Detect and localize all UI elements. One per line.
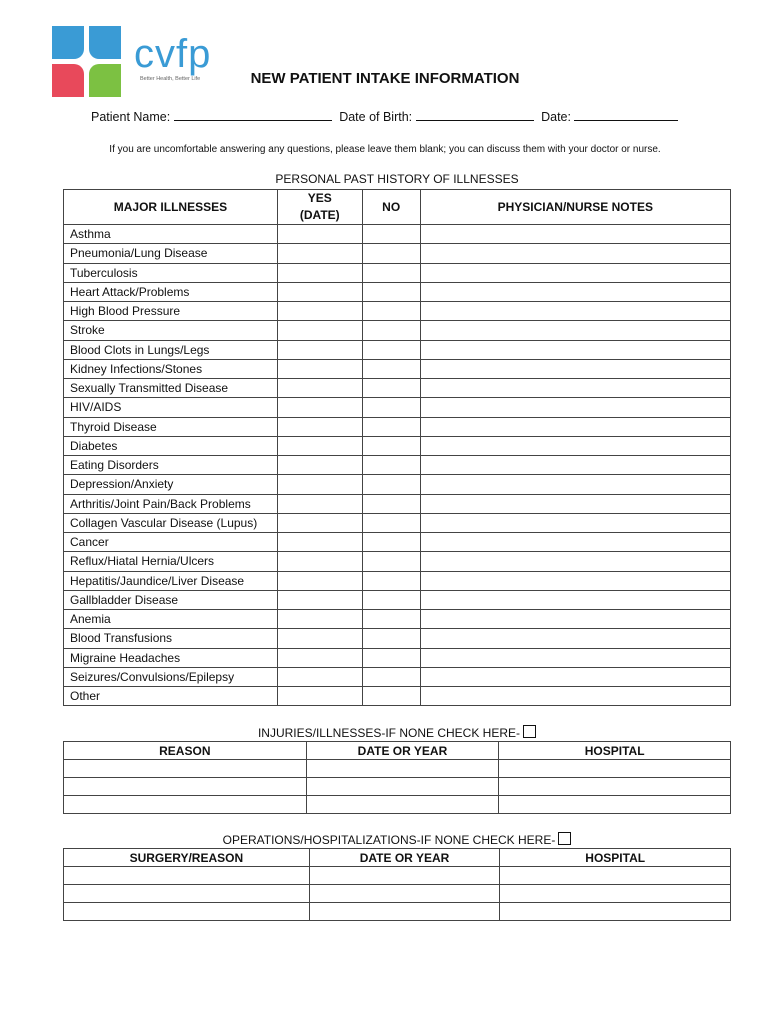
header-notes: PHYSICIAN/NURSE NOTES [420, 190, 730, 225]
logo-mark-icon [52, 26, 122, 98]
history-caption: PERSONAL PAST HISTORY OF ILLNESSES [275, 172, 519, 186]
notes-cell[interactable] [420, 225, 730, 244]
hospital-cell[interactable] [499, 760, 731, 778]
illness-name: Reflux/Hiatal Hernia/Ulcers [64, 552, 278, 571]
notes-cell[interactable] [420, 359, 730, 378]
illness-name: Asthma [64, 225, 278, 244]
reason-cell[interactable] [64, 796, 307, 814]
no-cell[interactable] [362, 552, 420, 571]
yes-date-cell[interactable] [277, 648, 362, 667]
table-row [64, 263, 731, 282]
date-label: Date: [541, 110, 571, 124]
cvfp-logo [52, 26, 212, 100]
operations-caption: OPERATIONS/HOSPITALIZATIONS-IF NONE CHECK HERE- [63, 832, 731, 847]
table-row [64, 903, 731, 921]
illness-name: Depression/Anxiety [64, 475, 278, 494]
header-hospital: HOSPITAL [500, 849, 731, 867]
table-row [64, 302, 731, 321]
notes-cell[interactable] [420, 340, 730, 359]
no-cell[interactable] [362, 513, 420, 532]
yes-date-cell[interactable] [277, 225, 362, 244]
table-row [64, 513, 731, 532]
header-no: NO [362, 190, 420, 225]
illness-name: Migraine Headaches [64, 648, 278, 667]
table-row [64, 760, 731, 778]
header-date-or-year: DATE OR YEAR [306, 742, 499, 760]
notes-cell[interactable] [420, 629, 730, 648]
illness-name: Blood Transfusions [64, 629, 278, 648]
logo-tagline: Better Health, Better Life [140, 76, 201, 82]
header-hospital: HOSPITAL [499, 742, 731, 760]
dob-label: Date of Birth: [339, 110, 413, 124]
notes-cell[interactable] [420, 667, 730, 686]
illness-name: Heart Attack/Problems [64, 282, 278, 301]
table-row [64, 456, 731, 475]
date-cell[interactable] [309, 885, 500, 903]
date-cell[interactable] [306, 796, 499, 814]
yes-date-cell[interactable] [277, 571, 362, 590]
no-cell[interactable] [362, 398, 420, 417]
notes-cell[interactable] [420, 533, 730, 552]
no-cell[interactable] [362, 359, 420, 378]
date-cell[interactable] [306, 760, 499, 778]
table-row [64, 282, 731, 301]
illness-name: Kidney Infections/Stones [64, 359, 278, 378]
illness-name: Hepatitis/Jaundice/Liver Disease [64, 571, 278, 590]
yes-date-cell[interactable] [277, 513, 362, 532]
no-cell[interactable] [362, 263, 420, 282]
hospital-cell[interactable] [500, 885, 731, 903]
notes-cell[interactable] [420, 379, 730, 398]
yes-date-cell[interactable] [277, 359, 362, 378]
notice-text: If you are uncomfortable answering any questions, please leave them blank; you can discuss them with your doctor or nurse. [109, 144, 661, 155]
notes-cell[interactable] [420, 398, 730, 417]
injuries-table [63, 741, 731, 814]
no-cell[interactable] [362, 610, 420, 629]
yes-date-cell[interactable] [277, 667, 362, 686]
table-row [64, 359, 731, 378]
notes-cell[interactable] [420, 436, 730, 455]
no-cell[interactable] [362, 475, 420, 494]
illness-name: Pneumonia/Lung Disease [64, 244, 278, 263]
table-row [64, 571, 731, 590]
patient-name-field[interactable] [174, 109, 332, 121]
illness-name: Blood Clots in Lungs/Legs [64, 340, 278, 359]
header-major-illnesses: MAJOR ILLNESSES [64, 190, 278, 225]
no-cell[interactable] [362, 417, 420, 436]
illness-name: Thyroid Disease [64, 417, 278, 436]
table-row [64, 417, 731, 436]
table-row [64, 321, 731, 340]
yes-date-cell[interactable] [277, 590, 362, 609]
yes-date-cell[interactable] [277, 629, 362, 648]
illness-name: Collagen Vascular Disease (Lupus) [64, 513, 278, 532]
date-cell[interactable] [309, 867, 500, 885]
surgery-reason-cell[interactable] [64, 903, 310, 921]
hospital-cell[interactable] [499, 778, 731, 796]
table-row [64, 778, 731, 796]
illness-name: Tuberculosis [64, 263, 278, 282]
table-row [64, 436, 731, 455]
table-row [64, 533, 731, 552]
no-cell[interactable] [362, 456, 420, 475]
no-cell[interactable] [362, 629, 420, 648]
table-row [64, 610, 731, 629]
table-row [64, 667, 731, 686]
notes-cell[interactable] [420, 648, 730, 667]
no-cell[interactable] [362, 244, 420, 263]
notes-cell[interactable] [420, 494, 730, 513]
table-row [64, 552, 731, 571]
yes-date-cell[interactable] [277, 533, 362, 552]
no-cell[interactable] [362, 225, 420, 244]
notes-cell[interactable] [420, 590, 730, 609]
reason-cell[interactable] [64, 778, 307, 796]
notes-cell[interactable] [420, 552, 730, 571]
patient-name-label: Patient Name: [91, 110, 171, 124]
table-row [64, 379, 731, 398]
yes-date-cell[interactable] [277, 687, 362, 706]
header-reason: REASON [64, 742, 307, 760]
surgery-reason-cell[interactable] [64, 867, 310, 885]
surgery-reason-cell[interactable] [64, 885, 310, 903]
no-cell[interactable] [362, 282, 420, 301]
table-row [64, 225, 731, 244]
notes-cell[interactable] [420, 456, 730, 475]
yes-date-cell[interactable] [277, 417, 362, 436]
notes-cell[interactable] [420, 282, 730, 301]
notes-cell[interactable] [420, 263, 730, 282]
notes-cell[interactable] [420, 302, 730, 321]
yes-date-cell[interactable] [277, 244, 362, 263]
no-cell[interactable] [362, 302, 420, 321]
logo-brand-text: cvfp [134, 32, 212, 76]
no-cell[interactable] [362, 648, 420, 667]
illness-name: Arthritis/Joint Pain/Back Problems [64, 494, 278, 513]
illness-history-table [63, 189, 731, 706]
patient-info-line [91, 109, 682, 124]
no-cell[interactable] [362, 667, 420, 686]
operations-none-checkbox[interactable] [558, 832, 571, 845]
no-cell[interactable] [362, 494, 420, 513]
yes-date-cell[interactable] [277, 475, 362, 494]
illness-name: Diabetes [64, 436, 278, 455]
dob-field[interactable] [416, 109, 534, 121]
date-field[interactable] [574, 109, 678, 121]
no-cell[interactable] [362, 340, 420, 359]
illness-name: Sexually Transmitted Disease [64, 379, 278, 398]
yes-date-cell[interactable] [277, 456, 362, 475]
table-row [64, 475, 731, 494]
table-row [64, 244, 731, 263]
table-row [64, 687, 731, 706]
illness-name: Cancer [64, 533, 278, 552]
reason-cell[interactable] [64, 760, 307, 778]
yes-date-cell[interactable] [277, 494, 362, 513]
no-cell[interactable] [362, 687, 420, 706]
table-row [64, 340, 731, 359]
table-row [64, 885, 731, 903]
yes-date-cell[interactable] [277, 321, 362, 340]
illness-name: Anemia [64, 610, 278, 629]
yes-date-cell[interactable] [277, 340, 362, 359]
injuries-none-checkbox[interactable] [523, 725, 536, 738]
header-surgery-reason: SURGERY/REASON [64, 849, 310, 867]
operations-table [63, 848, 731, 921]
illness-name: Stroke [64, 321, 278, 340]
table-row [64, 648, 731, 667]
hospital-cell[interactable] [500, 867, 731, 885]
illness-name: Other [64, 687, 278, 706]
no-cell[interactable] [362, 571, 420, 590]
yes-date-cell[interactable] [277, 552, 362, 571]
illness-name: High Blood Pressure [64, 302, 278, 321]
notes-cell[interactable] [420, 244, 730, 263]
illness-name: Gallbladder Disease [64, 590, 278, 609]
yes-date-cell[interactable] [277, 263, 362, 282]
no-cell[interactable] [362, 590, 420, 609]
illness-name: HIV/AIDS [64, 398, 278, 417]
date-cell[interactable] [306, 778, 499, 796]
page-title: NEW PATIENT INTAKE INFORMATION [250, 70, 520, 87]
no-cell[interactable] [362, 379, 420, 398]
notes-cell[interactable] [420, 513, 730, 532]
yes-date-cell[interactable] [277, 610, 362, 629]
header-date-or-year: DATE OR YEAR [309, 849, 500, 867]
notes-cell[interactable] [420, 687, 730, 706]
no-cell[interactable] [362, 436, 420, 455]
hospital-cell[interactable] [500, 903, 731, 921]
yes-date-cell[interactable] [277, 302, 362, 321]
notes-cell[interactable] [420, 475, 730, 494]
hospital-cell[interactable] [499, 796, 731, 814]
illness-name: Eating Disorders [64, 456, 278, 475]
no-cell[interactable] [362, 533, 420, 552]
table-row [64, 494, 731, 513]
table-row [64, 867, 731, 885]
illness-name: Seizures/Convulsions/Epilepsy [64, 667, 278, 686]
table-row [64, 590, 731, 609]
yes-date-cell[interactable] [277, 436, 362, 455]
yes-date-cell[interactable] [277, 282, 362, 301]
yes-date-cell[interactable] [277, 398, 362, 417]
notes-cell[interactable] [420, 571, 730, 590]
table-row [64, 796, 731, 814]
injuries-caption: INJURIES/ILLNESSES-IF NONE CHECK HERE- [63, 725, 731, 740]
header-yes-date: YES (DATE) [277, 190, 362, 225]
notes-cell[interactable] [420, 321, 730, 340]
table-row [64, 629, 731, 648]
table-row [64, 398, 731, 417]
date-cell[interactable] [309, 903, 500, 921]
yes-date-cell[interactable] [277, 379, 362, 398]
no-cell[interactable] [362, 321, 420, 340]
notes-cell[interactable] [420, 417, 730, 436]
notes-cell[interactable] [420, 610, 730, 629]
